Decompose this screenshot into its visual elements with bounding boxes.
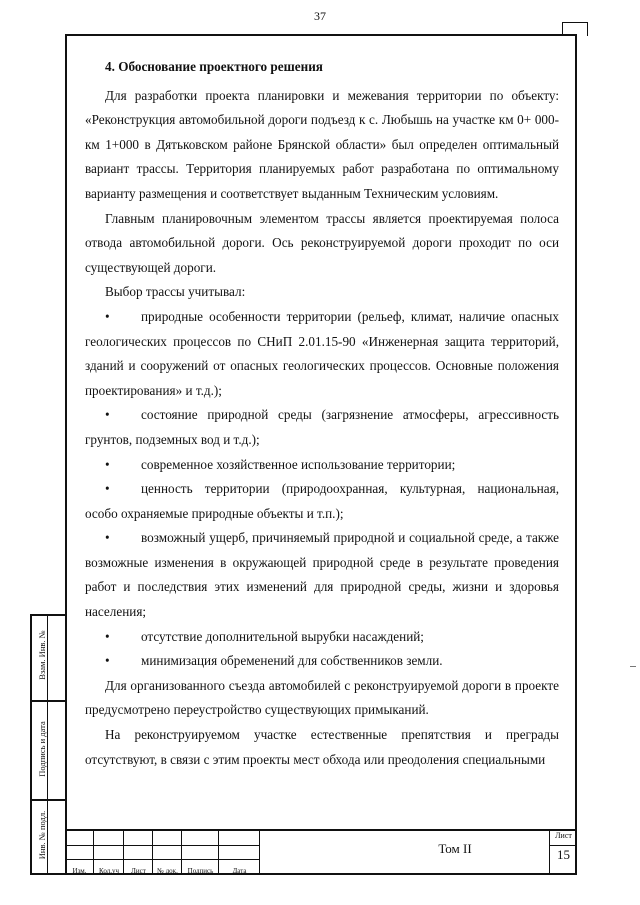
stamp-col-sign: Подпись xyxy=(187,867,214,875)
bullet-item xyxy=(85,453,559,478)
section-heading: 4. Обоснование проектного решения xyxy=(105,59,323,74)
document-body xyxy=(85,55,559,772)
stamp-col-izm: Изм. xyxy=(72,867,87,875)
stamp-sheet-label: Лист xyxy=(555,831,572,840)
bullet-icon: • xyxy=(105,653,110,669)
bullet-text: ценность территории (природоохранная, культурная, национальная, особо охраняемые природные объекты и т.п.); xyxy=(85,481,559,521)
paragraph-4: Для организованного съезда автомобилей с реконструируемой дороги в проекте предусмотрено переустройство существующих примыканий. xyxy=(85,677,559,718)
paragraph-1: Для разработки проекта планировки и межевания территории по объекту: «Реконструкция автомобильной дороги подъезд к с. Любышь на участке км 0+ 000-км 1+000 в Дятьковском районе Брянской области» был определен оптимальный вариант трассы. Территория планируемых работ разработана по оптимальному варианту размещения и соответствует выданным Техническим условиям. xyxy=(85,87,559,201)
bullet-icon: • xyxy=(105,628,110,644)
bullet-icon: • xyxy=(105,456,110,472)
bullet-item xyxy=(85,477,559,526)
paragraph-3: Выбор трассы учитывал: xyxy=(105,284,246,300)
side-label-inv: Инв. № подл. xyxy=(37,810,47,860)
bullet-list xyxy=(85,305,559,674)
stamp-col-date: Дата xyxy=(232,867,247,875)
title-block xyxy=(65,829,577,875)
bullet-item xyxy=(85,526,559,624)
bullet-text: минимизация обременений для собственников земли. xyxy=(141,653,443,669)
bullet-text: современное хозяйственное использование территории; xyxy=(141,456,456,472)
bullet-text: отсутствие дополнительной вырубки насаждений; xyxy=(141,628,424,644)
page-number: 37 xyxy=(314,9,326,23)
stamp-col-doc: № док. xyxy=(157,867,178,875)
bullet-text: возможный ущерб, причиняемый природной и социальной среде, а также возможные изменения в окружающей природной среде в результате проведения работ и последствия этих изменений для природной среды, жизни и здоровья населения; xyxy=(85,530,559,620)
paragraph-2: Главным планировочным элементом трассы является проектируемая полоса отвода автомобильной дороги. Ось реконструируемой дороги проходит по оси существующей дороги. xyxy=(85,210,559,275)
bullet-item xyxy=(85,625,559,650)
side-label-zam: Взам. Инв. № xyxy=(37,630,47,680)
stamp-col-kol: Кол.уч xyxy=(99,867,119,875)
stamp-sheet-number: 15 xyxy=(557,847,570,862)
bullet-text: состояние природной среды (загрязнение атмосферы, агрессивность грунтов, подземных вод и т.д.); xyxy=(85,407,559,447)
scan-edge-mark xyxy=(630,666,636,667)
bullet-item xyxy=(85,403,559,452)
bullet-text: природные особенности территории (рельеф, климат, наличие опасных геологических процессов по СНиП 2.01.15-90 «Инженерная защита территорий, зданий и сооружений от опасных геологических процессов. Основные положения проектирования» и т.д.); xyxy=(85,308,559,398)
bullet-icon: • xyxy=(105,530,110,546)
bullet-icon: • xyxy=(105,308,110,324)
stamp-col-list: Лист xyxy=(131,867,146,875)
bullet-item xyxy=(85,649,559,674)
bullet-item xyxy=(85,305,559,403)
bullet-icon: • xyxy=(105,481,110,497)
side-stamp-column xyxy=(30,614,65,875)
stamp-title: Том II xyxy=(438,841,472,856)
paragraph-5: На реконструируемом участке естественные препятствия и преграды отсутствуют, в связи с этим проекты мест обхода или преодоления специальными xyxy=(85,727,559,767)
bullet-icon: • xyxy=(105,407,110,423)
side-label-sign: Подпись и дата xyxy=(37,721,47,777)
